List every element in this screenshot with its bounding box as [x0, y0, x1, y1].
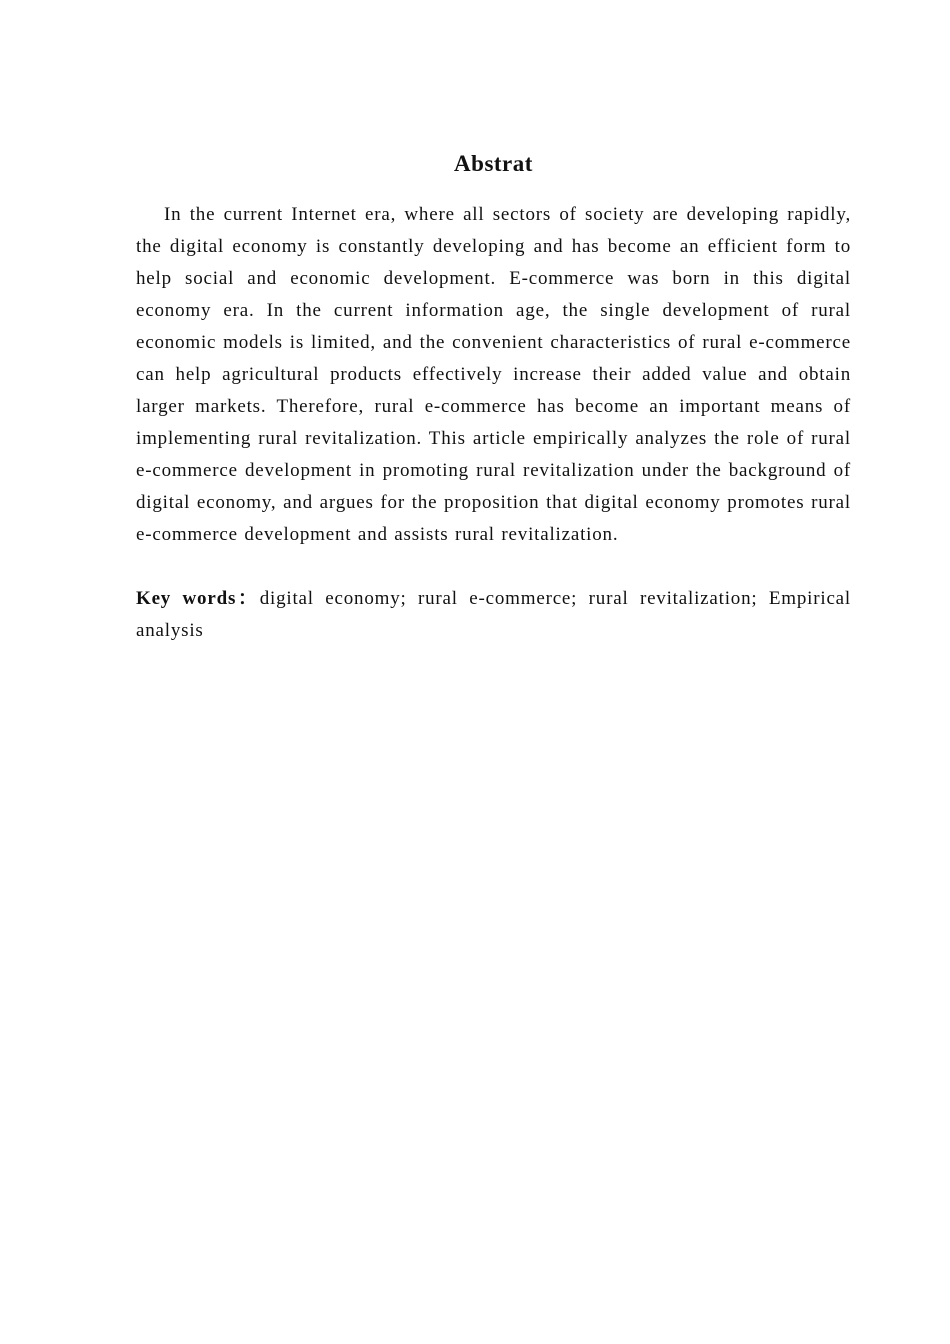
keywords-list: digital economy; rural e-commerce; rural revitalization; Empirical analysis [136, 588, 851, 641]
abstract-paragraph: In the current Internet era, where all sectors of society are developing rapidly, the digital economy is constantly developing and has become an efficient form to help social and economic development. E-commerce was born in this digital economy era. In the current information age, the single development of rural economic models is limited, and the convenient characteristics of rural e-commerce can help agricultural products effectively increase their added value and obtain larger markets. Therefore, rural e-commerce has become an important means of implementing rural revitalization. This article empirically analyzes the role of rural e-commerce development in promoting rural revitalization under the background of digital economy, and argues for the proposition that digital economy promotes rural e-commerce development and assists rural revitalization. [136, 204, 851, 545]
abstract-title: Abstrat [454, 151, 533, 176]
abstract-section [136, 140, 851, 647]
keywords-label: Key words： [136, 588, 260, 609]
keywords-line [136, 583, 851, 647]
